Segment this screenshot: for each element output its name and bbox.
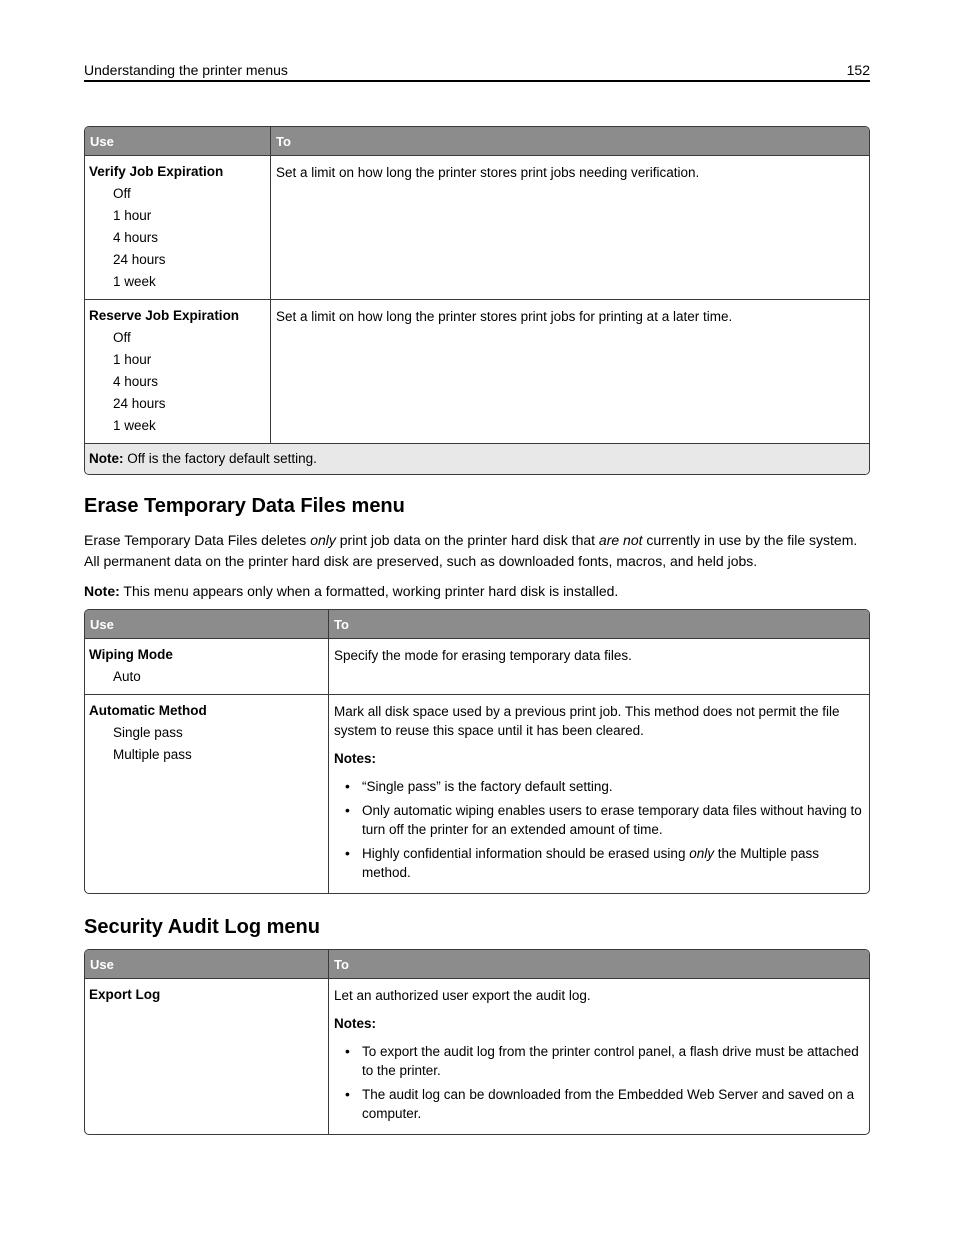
erase-intro-paragraph: [84, 530, 870, 571]
notes-list: [334, 1042, 865, 1123]
text-run: print job data on the printer hard disk that: [335, 532, 599, 548]
table-note: [85, 443, 869, 474]
menu-item-title: Verify Job Expiration: [89, 164, 224, 179]
menu-item-title: Reserve Job Expiration: [89, 308, 240, 323]
header-title: Understanding the printer menus: [84, 62, 288, 78]
section-heading-erase-temporary-data-files: Erase Temporary Data Files menu: [84, 495, 405, 517]
menu-option: 1 hour: [113, 208, 152, 223]
use-cell: [85, 979, 328, 1134]
to-cell: [328, 694, 869, 893]
table-row: [85, 979, 869, 1134]
text-run: the Multiple pass method.: [362, 846, 820, 880]
running-header: [84, 60, 870, 82]
erase-temporary-data-table: [84, 609, 870, 894]
description-text: Mark all disk space used by a previous print job. This method does not permit the file system to reuse this space until it has been cleared.: [334, 704, 840, 738]
note-bullet: • To export the audit log from the printer control panel, a flash drive must be attached to the printer.: [334, 1042, 865, 1080]
column-header-use: Use: [85, 610, 328, 639]
table-row: [85, 639, 869, 694]
notes-label: Notes:: [334, 1016, 377, 1031]
menu-option: Off: [113, 330, 131, 345]
text-run: Highly confidential information should be erased using: [362, 846, 690, 861]
use-cell: [85, 156, 270, 299]
text-run: Erase Temporary Data Files deletes: [84, 532, 311, 548]
note-label: Note:: [89, 451, 124, 466]
erase-note-paragraph: [84, 581, 870, 602]
table-row: [85, 694, 869, 893]
menu-option: Single pass: [113, 725, 183, 740]
description-text: Set a limit on how long the printer stores print jobs needing verification.: [276, 165, 700, 180]
to-cell: [328, 979, 869, 1134]
note-bullet: [334, 844, 865, 882]
job-expiration-table: [84, 126, 870, 475]
menu-option: 4 hours: [113, 374, 159, 389]
to-cell: [270, 156, 869, 299]
to-cell: [270, 299, 869, 443]
note-bullet: • Only automatic wiping enables users to erase temporary data files without having to turn off the printer for an extended amount of time.: [334, 801, 865, 839]
column-header-to: To: [270, 127, 869, 156]
menu-option: 24 hours: [113, 396, 166, 411]
audit-table-wrap: [84, 949, 870, 1135]
description-text: Let an authorized user export the audit log.: [334, 988, 591, 1003]
menu-option: 1 week: [113, 418, 156, 433]
column-header-to: To: [328, 950, 869, 979]
erase-table-wrap: [84, 609, 870, 894]
menu-item-title: Automatic Method: [89, 703, 207, 718]
menu-item-title: Export Log: [89, 987, 161, 1002]
table-row: [85, 156, 869, 299]
menu-option: Off: [113, 186, 131, 201]
to-cell: [328, 639, 869, 694]
table-note-row: [85, 443, 869, 474]
note-bullet: • The audit log can be downloaded from the Embedded Web Server and saved on a computer.: [334, 1085, 865, 1123]
job-expiration-table-wrap: [84, 126, 870, 475]
use-cell: [85, 299, 270, 443]
security-audit-log-table: [84, 949, 870, 1135]
menu-option: Auto: [113, 669, 141, 684]
note-text: This menu appears only when a formatted, working printer hard disk is installed.: [119, 583, 619, 599]
notes-label: Notes:: [334, 751, 377, 766]
column-header-use: Use: [85, 950, 328, 979]
menu-option: 24 hours: [113, 252, 166, 267]
note-label: Note:: [84, 583, 120, 599]
emphasis-text: only: [310, 532, 336, 548]
column-header-to: To: [328, 610, 869, 639]
section-heading-security-audit-log: Security Audit Log menu: [84, 916, 320, 938]
use-cell: [85, 639, 328, 694]
menu-item-title: Wiping Mode: [89, 647, 173, 662]
note-text: Off is the factory default setting.: [123, 451, 317, 466]
menu-option: Multiple pass: [113, 747, 192, 762]
description-text: Set a limit on how long the printer stores print jobs for printing at a later time.: [276, 309, 733, 324]
use-cell: [85, 694, 328, 893]
notes-list: [334, 777, 865, 882]
note-bullet: • “Single pass” is the factory default setting.: [334, 777, 865, 796]
menu-option: 1 hour: [113, 352, 152, 367]
column-header-use: Use: [85, 127, 270, 156]
menu-option: 1 week: [113, 274, 156, 289]
emphasis-text: are not: [598, 532, 643, 548]
text-run: currently in use by the file system. All permanent data on the printer hard disk are preserved, such as downloaded fonts, macros, and held jobs.: [84, 532, 858, 569]
emphasis-text: only: [689, 846, 714, 861]
page-number: 152: [846, 62, 870, 78]
menu-option: 4 hours: [113, 230, 159, 245]
table-row: [85, 299, 869, 443]
description-text: Specify the mode for erasing temporary data files.: [334, 648, 632, 663]
